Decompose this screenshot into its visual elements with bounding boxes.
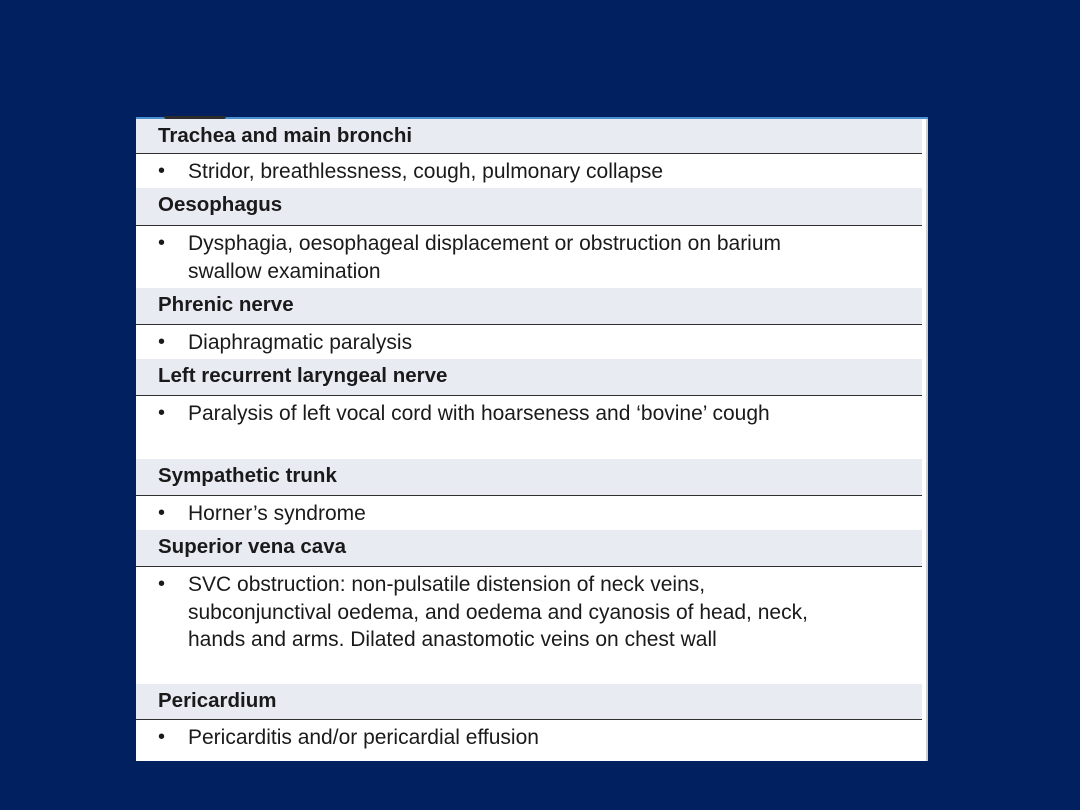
section-item bbox=[136, 720, 922, 760]
section-heading: Phrenic nerve bbox=[136, 288, 922, 325]
section-item bbox=[136, 154, 922, 188]
section-heading: Pericardium bbox=[136, 684, 922, 720]
section-item-text: Pericarditis and/or pericardial effusion bbox=[188, 726, 539, 749]
section-item-text: Dysphagia, oesophageal displacement or obstruction on barium swallow examination bbox=[188, 232, 782, 283]
section-heading: Left recurrent laryngeal nerve bbox=[136, 359, 922, 396]
section-item-text: Paralysis of left vocal cord with hoarseness and ‘bovine’ cough bbox=[188, 402, 770, 425]
section-item-text: Stridor, breathlessness, cough, pulmonary collapse bbox=[188, 160, 664, 183]
section-item-text: Diaphragmatic paralysis bbox=[188, 331, 413, 354]
bullet-icon: • bbox=[158, 331, 166, 353]
section-item-text: Horner’s syndrome bbox=[188, 502, 366, 525]
section-heading: Sympathetic trunk bbox=[136, 459, 922, 496]
bullet-icon: • bbox=[158, 726, 166, 748]
section-item bbox=[136, 226, 922, 288]
section-item bbox=[136, 396, 922, 459]
section-heading: Trachea and main bronchi bbox=[136, 119, 922, 154]
section-item bbox=[136, 325, 922, 359]
bullet-icon: • bbox=[158, 402, 166, 424]
section-item bbox=[136, 496, 922, 530]
section-item-text: SVC obstruction: non-pulsatile distension of neck veins, subconjunctival oedema, and oedema and cyanosis of head, neck, hands and arms. Dilated anastomotic veins on chest wall bbox=[188, 573, 808, 651]
bullet-icon: • bbox=[158, 160, 166, 182]
structures-table bbox=[136, 117, 928, 761]
bullet-icon: • bbox=[158, 502, 166, 524]
section-heading: Oesophagus bbox=[136, 188, 922, 226]
bullet-icon: • bbox=[158, 573, 166, 595]
bullet-icon: • bbox=[158, 232, 166, 254]
section-item bbox=[136, 567, 922, 684]
section-heading: Superior vena cava bbox=[136, 530, 922, 567]
